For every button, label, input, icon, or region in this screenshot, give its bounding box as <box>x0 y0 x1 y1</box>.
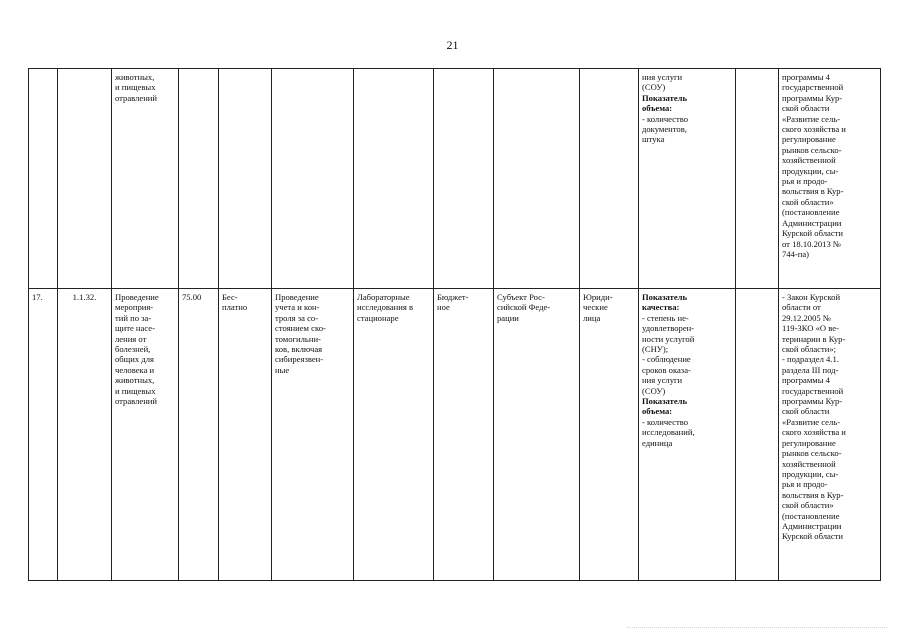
cell-consumers: Юриди- ческие лица <box>580 289 639 581</box>
services-table <box>28 68 881 581</box>
cell-content <box>272 69 354 289</box>
cell-institution-type <box>434 69 494 289</box>
cell-basis: программы 4 государственной программы Кур- ской области «Развитие сель- ского хозяйства и регулирование рынков сельско- хозяйственной продукции, сы- рья и продо- вольствия в Кур- ской области» (постановление Администрации Курской области от 18.10.2013 № 744-па) <box>779 69 881 289</box>
cell-founder <box>494 69 580 289</box>
cell-price: 75.00 <box>179 289 219 581</box>
table-row <box>29 69 881 289</box>
cell-blank <box>736 289 779 581</box>
cell-payment <box>219 69 272 289</box>
cell-code <box>58 69 112 289</box>
cell-institution-type: Бюджет- ное <box>434 289 494 581</box>
cell-blank <box>736 69 779 289</box>
cell-indicators: Показатель качества: - степень не- удовлетворен- ности услугой (СНУ); - соблюдение сроков оказа- ния услуги (СОУ) Показатель объема: - количество исследований, единица <box>639 289 736 581</box>
table-row <box>29 289 881 581</box>
cell-indicators: ния услуги (СОУ) Показатель объема: - количество документов, штука <box>639 69 736 289</box>
cell-code: 1.1.32. <box>58 289 112 581</box>
cell-service-name: Проведение мероприя- тий по за- щите насе- ления от болезней, общих для человека и животных, и пищевых отравлений <box>112 289 179 581</box>
cell-conditions <box>354 69 434 289</box>
page-number: 21 <box>446 38 459 52</box>
cell-service-name: животных, и пищевых отравлений <box>112 69 179 289</box>
cell-num <box>29 69 58 289</box>
cell-content: Проведение учета и кон- троля за со- стоянием ско- томогильни- ков, включая сибиреязвен- ные <box>272 289 354 581</box>
cell-basis: - Закон Курской области от 29.12.2005 № 119-ЗКО «О ве- теринарии в Кур- ской области»; - подраздел 4.1. раздела III под- программы 4 государственной программы Кур- ской области «Развитие сель- ского хозяйства и регулирование рынков сельско- хозяйственной продукции, сы- рья и продо- вольствия в Кур- ской области» (постановление Администрации Курской области <box>779 289 881 581</box>
cell-consumers <box>580 69 639 289</box>
cell-conditions: Лабораторные исследования в стационаре <box>354 289 434 581</box>
cell-founder: Субъект Рос- сийской Феде- рации <box>494 289 580 581</box>
cell-payment: Бес- платно <box>219 289 272 581</box>
cell-num: 17. <box>29 289 58 581</box>
cell-price <box>179 69 219 289</box>
scan-artifact <box>627 627 887 634</box>
